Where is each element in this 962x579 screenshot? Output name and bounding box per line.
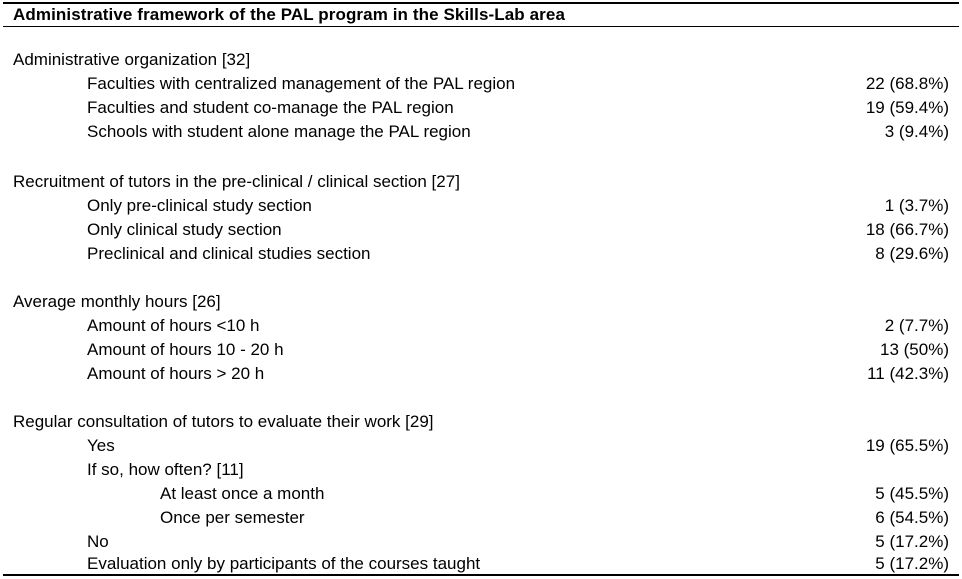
table-row xyxy=(3,506,959,530)
table-row xyxy=(3,72,959,96)
table-row xyxy=(3,530,959,554)
table-row xyxy=(3,242,959,266)
table-row xyxy=(3,194,959,218)
row-label: Amount of hours 10 - 20 h xyxy=(87,340,284,359)
section-heading-row xyxy=(3,290,959,314)
table-row xyxy=(3,362,959,386)
row-label: Faculties and student co-manage the PAL region xyxy=(87,98,454,117)
row-value: 8 (29.6%) xyxy=(875,244,949,263)
row-label: Preclinical and clinical studies section xyxy=(87,244,371,263)
row-label: No xyxy=(87,532,109,551)
row-label: Yes xyxy=(87,436,115,455)
row-value: 19 (65.5%) xyxy=(865,436,949,455)
row-value: 6 (54.5%) xyxy=(875,508,949,527)
row-value: 5 (17.2%) xyxy=(875,532,949,551)
table-row xyxy=(3,314,959,338)
section-heading-row xyxy=(3,410,959,434)
row-value: 22 (68.8%) xyxy=(865,74,949,93)
section-heading-row xyxy=(3,170,959,194)
row-value: 5 (17.2%) xyxy=(875,554,949,573)
section-heading: Administrative organization [32] xyxy=(13,50,251,69)
row-label: If so, how often? [11] xyxy=(87,460,244,479)
row-value: 13 (50%) xyxy=(880,340,949,359)
row-label: Faculties with centralized management of the PAL region xyxy=(87,74,516,93)
section-heading: Average monthly hours [26] xyxy=(13,292,221,311)
row-value: 3 (9.4%) xyxy=(884,122,949,141)
table-title: Administrative framework of the PAL program in the Skills-Lab area xyxy=(13,5,565,24)
table-row xyxy=(3,96,959,120)
table-row xyxy=(3,482,959,506)
row-value: 1 (3.7%) xyxy=(884,196,949,215)
section-heading-row xyxy=(3,48,959,72)
row-value: 5 (45.5%) xyxy=(875,484,949,503)
table-row xyxy=(3,338,959,362)
table-row xyxy=(3,554,959,574)
row-value: 11 (42.3%) xyxy=(867,364,949,383)
row-label: Amount of hours > 20 h xyxy=(87,364,265,383)
table-row xyxy=(3,458,959,482)
row-label: Amount of hours <10 h xyxy=(87,316,260,335)
row-label: Only clinical study section xyxy=(87,220,282,239)
table-bottom-rule xyxy=(3,574,959,576)
row-label: Schools with student alone manage the PAL region xyxy=(87,122,471,141)
section-heading: Regular consultation of tutors to evaluate their work [29] xyxy=(13,412,434,431)
table-row xyxy=(3,120,959,144)
row-label: Evaluation only by participants of the courses taught xyxy=(87,554,481,573)
row-value: 2 (7.7%) xyxy=(884,316,949,335)
row-label: At least once a month xyxy=(160,484,325,503)
table-row xyxy=(3,218,959,242)
table-top-rule xyxy=(3,2,959,4)
table-row xyxy=(3,434,959,458)
table-header-rule xyxy=(3,26,959,27)
row-value: 19 (59.4%) xyxy=(865,98,949,117)
section-heading: Recruitment of tutors in the pre-clinical / clinical section [27] xyxy=(13,172,460,191)
row-label: Only pre-clinical study section xyxy=(87,196,312,215)
row-label: Once per semester xyxy=(160,508,305,527)
data-table xyxy=(3,2,959,576)
row-value: 18 (66.7%) xyxy=(865,220,949,239)
